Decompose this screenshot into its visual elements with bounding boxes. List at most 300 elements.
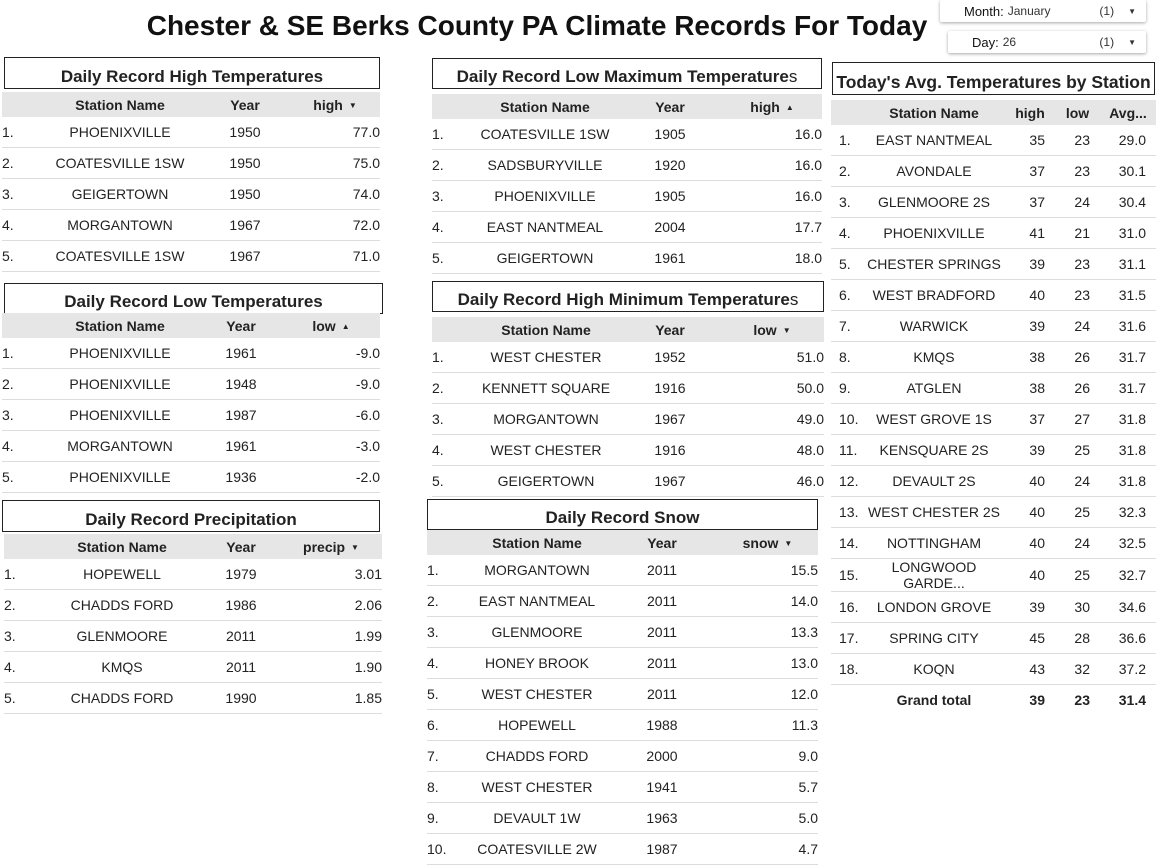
col-high[interactable]: high ▲ (722, 94, 822, 119)
day-filter-value: 26 (1002, 35, 1017, 49)
station-name: KENSQUARE 2S (863, 435, 1005, 466)
station-name: WEST CHESTER (467, 772, 607, 803)
value: -3.0 (282, 431, 380, 462)
value: 17.7 (722, 212, 822, 243)
month-filter-label: Month: (964, 3, 1004, 19)
record-high-min-table (432, 317, 824, 497)
table-row[interactable] (2, 148, 380, 179)
col-high[interactable]: high ▼ (290, 92, 380, 117)
table-row[interactable] (427, 834, 818, 865)
col-station-name[interactable]: Station Name (40, 92, 200, 117)
table-row[interactable] (831, 466, 1156, 497)
table-row[interactable] (2, 462, 380, 493)
col-low[interactable]: low (1055, 100, 1100, 125)
station-name: DEVAULT 1W (467, 803, 607, 834)
table-row[interactable] (427, 679, 818, 710)
row-number: 1. (432, 119, 472, 150)
table-row[interactable] (4, 621, 382, 652)
year: 2000 (607, 741, 717, 772)
station-name: HOPEWELL (42, 559, 202, 590)
value: 9.0 (717, 741, 818, 772)
high-value: 37 (1005, 187, 1055, 218)
row-number: 5. (4, 683, 42, 714)
table-row[interactable] (831, 187, 1156, 218)
value: 18.0 (722, 243, 822, 274)
value: 16.0 (722, 150, 822, 181)
row-number: 1. (2, 117, 40, 148)
year: 2011 (607, 586, 717, 617)
record-low-title: Daily Record Low Temperatures (4, 283, 383, 314)
year: 1967 (620, 404, 720, 435)
table-row[interactable] (432, 435, 824, 466)
month-filter-value: January (1007, 4, 1051, 18)
year: 1920 (618, 150, 722, 181)
day-filter-count: (1) (1099, 35, 1115, 49)
col-low[interactable]: low ▲ (282, 313, 380, 338)
station-name: COATESVILLE 2W (467, 834, 607, 865)
avg-value: 36.6 (1100, 623, 1156, 654)
table-row[interactable] (831, 342, 1156, 373)
year: 2011 (607, 648, 717, 679)
value: 75.0 (290, 148, 380, 179)
row-number: 7. (427, 741, 467, 772)
row-number: 14. (831, 528, 863, 559)
value: 13.3 (717, 617, 818, 648)
avg-value: 31.7 (1100, 342, 1156, 373)
table-row[interactable] (831, 623, 1156, 654)
table-row[interactable] (427, 772, 818, 803)
year: 1987 (200, 400, 282, 431)
row-number: 8. (831, 342, 863, 373)
year: 1979 (202, 559, 280, 590)
row-number: 4. (2, 431, 40, 462)
year: 1952 (620, 342, 720, 373)
row-number: 5. (2, 241, 40, 272)
table-row[interactable] (4, 652, 382, 683)
station-name: HOPEWELL (467, 710, 607, 741)
row-number: 4. (432, 435, 472, 466)
table-row[interactable] (831, 654, 1156, 685)
station-name: CHESTER SPRINGS (863, 249, 1005, 280)
station-name: COATESVILLE 1SW (40, 241, 200, 272)
col-station-name[interactable]: Station Name (42, 534, 202, 559)
row-number: 17. (831, 623, 863, 654)
station-name: HONEY BROOK (467, 648, 607, 679)
low-value: 24 (1055, 528, 1100, 559)
chevron-down-icon: ▼ (1128, 37, 1136, 47)
value: 50.0 (720, 373, 824, 404)
col-avg[interactable]: Avg... (1100, 100, 1156, 125)
station-name: LONDON GROVE (863, 592, 1005, 623)
record-precip-table (4, 534, 382, 714)
grand-total-label: Grand total (896, 692, 972, 708)
value: -9.0 (282, 338, 380, 369)
year: 1941 (607, 772, 717, 803)
record-snow-table (427, 530, 818, 865)
year: 1967 (200, 241, 290, 272)
station-name: WEST GROVE 1S (863, 404, 1005, 435)
month-filter[interactable] (940, 0, 1146, 22)
avg-value: 30.4 (1100, 187, 1156, 218)
sort-down-icon: ▼ (784, 539, 793, 549)
avg-value: 31.5 (1100, 280, 1156, 311)
value: 15.5 (717, 555, 818, 586)
row-number: 1. (432, 342, 472, 373)
table-row[interactable] (831, 156, 1156, 187)
col-year[interactable]: Year (620, 317, 720, 342)
table-row[interactable] (427, 586, 818, 617)
year: 1905 (618, 181, 722, 212)
row-number: 5. (2, 462, 40, 493)
col-station-name[interactable]: Station Name (863, 100, 1005, 125)
high-value: 45 (1005, 623, 1055, 654)
record-high-table (2, 92, 380, 272)
avg-value: 31.8 (1100, 404, 1156, 435)
col-snow[interactable]: snow ▼ (717, 530, 818, 555)
station-name: KMQS (42, 652, 202, 683)
grand-total-avg: 31.4 (1118, 692, 1146, 708)
year: 1950 (200, 179, 290, 210)
table-row[interactable] (427, 648, 818, 679)
station-name: PHOENIXVILLE (40, 369, 200, 400)
avg-value: 34.6 (1100, 592, 1156, 623)
avg-value: 31.8 (1100, 435, 1156, 466)
row-number: 3. (2, 179, 40, 210)
station-name: GEIGERTOWN (472, 243, 618, 274)
table-row[interactable] (432, 181, 822, 212)
record-precip-title: Daily Record Precipitation (2, 500, 380, 532)
row-number: 4. (432, 212, 472, 243)
col-precip[interactable]: precip ▼ (280, 534, 382, 559)
table-row[interactable] (427, 741, 818, 772)
col-station-name[interactable]: Station Name (472, 94, 618, 119)
table-row[interactable] (432, 212, 822, 243)
station-name: EAST NANTMEAL (863, 125, 1005, 156)
table-row[interactable] (831, 218, 1156, 249)
record-snow-title: Daily Record Snow (427, 499, 818, 530)
row-number: 2. (831, 156, 863, 187)
table-row[interactable] (432, 404, 824, 435)
table-row[interactable] (831, 249, 1156, 280)
low-value: 26 (1055, 373, 1100, 404)
year: 1967 (620, 466, 720, 497)
year: 1990 (202, 683, 280, 714)
table-row[interactable] (831, 404, 1156, 435)
station-name: ATGLEN (863, 373, 1005, 404)
value: 14.0 (717, 586, 818, 617)
col-station-name[interactable]: Station Name (40, 313, 200, 338)
value: 49.0 (720, 404, 824, 435)
table-row[interactable] (2, 338, 380, 369)
station-name: WEST CHESTER (472, 342, 620, 373)
station-name: CHADDS FORD (467, 741, 607, 772)
table-row[interactable] (831, 497, 1156, 528)
table-row[interactable] (831, 559, 1156, 592)
table-row[interactable] (831, 280, 1156, 311)
avg-value: 31.8 (1100, 466, 1156, 497)
year: 2004 (618, 212, 722, 243)
chevron-down-icon: ▼ (1128, 6, 1136, 16)
col-station-name[interactable]: Station Name (472, 317, 620, 342)
low-value: 23 (1055, 156, 1100, 187)
col-year[interactable]: Year (200, 313, 282, 338)
value: -2.0 (282, 462, 380, 493)
table-row[interactable] (2, 210, 380, 241)
row-number: 6. (831, 280, 863, 311)
sort-up-icon: ▲ (785, 103, 794, 113)
value: 13.0 (717, 648, 818, 679)
value: 1.85 (280, 683, 382, 714)
low-value: 32 (1055, 654, 1100, 685)
table-row[interactable] (831, 311, 1156, 342)
station-name: PHOENIXVILLE (40, 338, 200, 369)
table-row[interactable] (831, 592, 1156, 623)
station-name: SPRING CITY (863, 623, 1005, 654)
row-number: 11. (831, 435, 863, 466)
table-row[interactable] (432, 119, 822, 150)
value: 51.0 (720, 342, 824, 373)
value: 71.0 (290, 241, 380, 272)
high-value: 40 (1005, 466, 1055, 497)
col-year[interactable]: Year (200, 92, 290, 117)
avg-value: 32.7 (1100, 559, 1156, 592)
col-station-name[interactable]: Station Name (467, 530, 607, 555)
row-number: 5. (432, 466, 472, 497)
table-row[interactable] (4, 683, 382, 714)
table-row[interactable] (432, 373, 824, 404)
year: 2011 (607, 617, 717, 648)
low-value: 27 (1055, 404, 1100, 435)
low-value: 30 (1055, 592, 1100, 623)
station-name: MORGANTOWN (467, 555, 607, 586)
high-value: 38 (1005, 342, 1055, 373)
record-high-title: Daily Record High Temperatures (4, 57, 380, 89)
station-name: MORGANTOWN (40, 210, 200, 241)
record-low-max-title: Daily Record Low Maximum Temperature s (432, 58, 822, 89)
avg-value: 29.0 (1100, 125, 1156, 156)
row-number: 6. (427, 710, 467, 741)
value: 5.0 (717, 803, 818, 834)
table-row[interactable] (432, 466, 824, 497)
station-name: KOQN (863, 654, 1005, 685)
day-filter[interactable] (948, 31, 1146, 53)
low-value: 23 (1055, 280, 1100, 311)
year: 1905 (618, 119, 722, 150)
low-value: 21 (1055, 218, 1100, 249)
station-name: GEIGERTOWN (472, 466, 620, 497)
row-number: 1. (2, 338, 40, 369)
record-high-min-title: Daily Record High Minimum Temperature s (432, 281, 824, 312)
station-name: WEST CHESTER 2S (863, 497, 1005, 528)
value: 74.0 (290, 179, 380, 210)
year: 1948 (200, 369, 282, 400)
value: 5.7 (717, 772, 818, 803)
row-number: 4. (831, 218, 863, 249)
year: 1963 (607, 803, 717, 834)
table-row[interactable] (2, 179, 380, 210)
station-name: KENNETT SQUARE (472, 373, 620, 404)
row-number: 4. (427, 648, 467, 679)
row-number: 2. (2, 369, 40, 400)
station-name: AVONDALE (863, 156, 1005, 187)
table-row[interactable] (427, 555, 818, 586)
row-number: 5. (432, 243, 472, 274)
sort-down-icon: ▼ (351, 543, 359, 553)
col-year[interactable]: Year (202, 534, 280, 559)
table-row[interactable] (831, 528, 1156, 559)
col-high[interactable]: high (1005, 100, 1055, 125)
value: 1.99 (280, 621, 382, 652)
avg-value: 31.7 (1100, 373, 1156, 404)
station-name: WEST CHESTER (472, 435, 620, 466)
sort-down-icon: ▼ (348, 101, 357, 111)
station-name: EAST NANTMEAL (467, 586, 607, 617)
table-row[interactable] (432, 243, 822, 274)
row-number: 10. (427, 834, 467, 865)
table-row[interactable] (2, 117, 380, 148)
value: 1.90 (280, 652, 382, 683)
value: 12.0 (717, 679, 818, 710)
row-number: 13. (831, 497, 863, 528)
row-number: 2. (427, 586, 467, 617)
row-number: 15. (831, 559, 863, 592)
year: 1950 (200, 148, 290, 179)
avg-value: 31.0 (1100, 218, 1156, 249)
row-number: 3. (4, 621, 42, 652)
station-name: CHADDS FORD (42, 683, 202, 714)
high-value: 40 (1005, 280, 1055, 311)
high-value: 41 (1005, 218, 1055, 249)
table-row[interactable] (2, 369, 380, 400)
sort-up-icon: ▲ (341, 322, 350, 332)
row-number: 2. (432, 373, 472, 404)
low-value: 23 (1055, 249, 1100, 280)
table-row[interactable] (432, 150, 822, 181)
year: 2011 (607, 555, 717, 586)
station-name: WEST BRADFORD (863, 280, 1005, 311)
year: 1961 (618, 243, 722, 274)
row-number: 12. (831, 466, 863, 497)
high-value: 40 (1005, 528, 1055, 559)
table-row[interactable] (432, 342, 824, 373)
station-name: MORGANTOWN (40, 431, 200, 462)
station-name: CHADDS FORD (42, 590, 202, 621)
year: 1916 (620, 373, 720, 404)
low-value: 26 (1055, 342, 1100, 373)
value: 46.0 (720, 466, 824, 497)
value: 11.3 (717, 710, 818, 741)
table-row[interactable] (2, 241, 380, 272)
station-name: WEST CHESTER (467, 679, 607, 710)
year: 1950 (200, 117, 290, 148)
table-row[interactable] (427, 710, 818, 741)
table-row[interactable] (831, 373, 1156, 404)
year: 1987 (607, 834, 717, 865)
table-row[interactable] (2, 431, 380, 462)
low-value: 28 (1055, 623, 1100, 654)
row-number: 3. (2, 400, 40, 431)
station-name: MORGANTOWN (472, 404, 620, 435)
station-name: PHOENIXVILLE (40, 117, 200, 148)
grand-total-row (831, 685, 1156, 716)
table-row[interactable] (4, 590, 382, 621)
row-number: 4. (2, 210, 40, 241)
value: 16.0 (722, 119, 822, 150)
high-value: 38 (1005, 373, 1055, 404)
avg-temps-table (831, 100, 1156, 715)
table-row[interactable] (831, 125, 1156, 156)
high-value: 39 (1005, 435, 1055, 466)
year: 1967 (200, 210, 290, 241)
table-row[interactable] (2, 400, 380, 431)
year: 1988 (607, 710, 717, 741)
station-name: NOTTINGHAM (863, 528, 1005, 559)
table-row[interactable] (427, 617, 818, 648)
avg-value: 32.3 (1100, 497, 1156, 528)
low-value: 25 (1055, 559, 1100, 592)
row-number: 8. (427, 772, 467, 803)
row-number: 10. (831, 404, 863, 435)
year: 1961 (200, 338, 282, 369)
station-name: PHOENIXVILLE (40, 400, 200, 431)
low-value: 24 (1055, 311, 1100, 342)
avg-value: 31.6 (1100, 311, 1156, 342)
row-number: 1. (4, 559, 42, 590)
row-number: 7. (831, 311, 863, 342)
col-low[interactable]: low ▼ (720, 317, 824, 342)
low-value: 23 (1055, 125, 1100, 156)
col-year[interactable]: Year (607, 530, 717, 555)
sort-down-icon: ▼ (782, 326, 791, 336)
row-number: 2. (432, 150, 472, 181)
record-low-table (2, 313, 380, 493)
value: 72.0 (290, 210, 380, 241)
table-row[interactable] (427, 803, 818, 834)
row-number: 4. (4, 652, 42, 683)
station-name: PHOENIXVILLE (472, 181, 618, 212)
value: 4.7 (717, 834, 818, 865)
row-number: 3. (427, 617, 467, 648)
high-value: 35 (1005, 125, 1055, 156)
row-number: 5. (427, 679, 467, 710)
high-value: 40 (1005, 497, 1055, 528)
row-number: 2. (4, 590, 42, 621)
avg-value: 37.2 (1100, 654, 1156, 685)
row-number: 9. (427, 803, 467, 834)
day-filter-label: Day: (972, 34, 999, 50)
value: -9.0 (282, 369, 380, 400)
year: 1986 (202, 590, 280, 621)
page-title: Chester & SE Berks County PA Climate Records For Today (146, 10, 928, 41)
row-number: 9. (831, 373, 863, 404)
station-name: GLENMOORE (467, 617, 607, 648)
high-value: 37 (1005, 156, 1055, 187)
table-row[interactable] (831, 435, 1156, 466)
value: 3.01 (280, 559, 382, 590)
low-value: 24 (1055, 466, 1100, 497)
record-low-max-table (432, 94, 822, 274)
station-name: COATESVILLE 1SW (40, 148, 200, 179)
station-name: LONGWOOD GARDE... (863, 559, 1005, 592)
col-year[interactable]: Year (618, 94, 722, 119)
row-number: 16. (831, 592, 863, 623)
year: 2011 (607, 679, 717, 710)
station-name: SADSBURYVILLE (472, 150, 618, 181)
grand-total-low: 23 (1074, 692, 1090, 708)
table-row[interactable] (4, 559, 382, 590)
station-name: EAST NANTMEAL (472, 212, 618, 243)
row-number: 3. (432, 404, 472, 435)
